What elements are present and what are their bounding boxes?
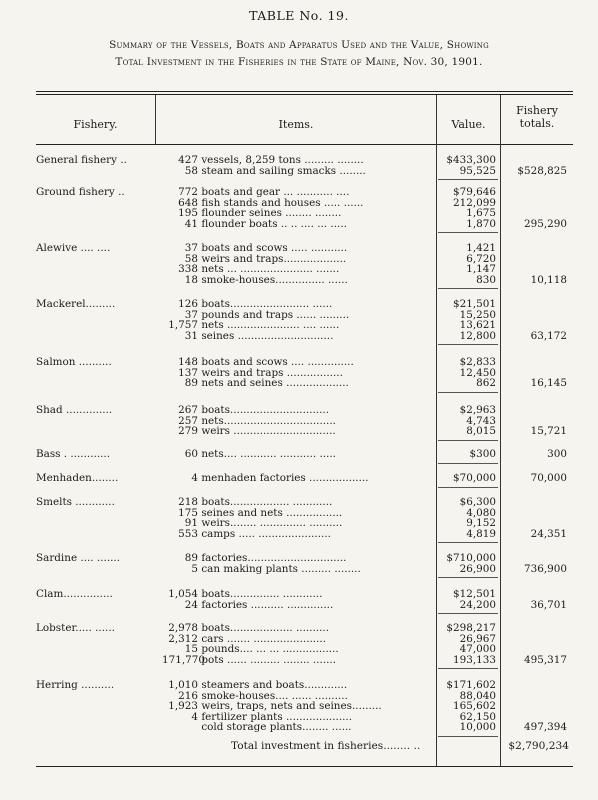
item-row: [162, 518, 432, 529]
fishery-total: 300: [547, 448, 567, 460]
item-row: [162, 426, 432, 437]
item-quantity: 37: [184, 309, 198, 321]
item-quantity: 2,978: [168, 623, 198, 634]
item-quantity: 60: [184, 449, 198, 460]
item-value: 12,450: [459, 366, 496, 379]
item-description: pots ...... ......... ........ .......: [201, 654, 337, 666]
item-value: 830: [476, 273, 496, 286]
item-quantity: 1,923: [168, 701, 198, 712]
item-row: [162, 655, 432, 666]
fishery-name: Alewive .... ....: [36, 243, 111, 254]
fishery-name: General fishery ..: [36, 155, 127, 166]
item-quantity: 37: [184, 243, 198, 254]
item-row: [162, 357, 432, 368]
item-value: $171,602: [446, 679, 496, 691]
fishery-name: Clam...............: [36, 589, 113, 600]
item-row: [162, 553, 432, 564]
header-value: Value.: [451, 118, 486, 131]
value-subtotal-rule: [438, 463, 498, 464]
item-description: pounds and traps ...... .........: [201, 309, 350, 321]
item-quantity: 1,010: [168, 680, 198, 691]
items-list: [162, 623, 432, 665]
item-description: camps ..... ......................: [201, 528, 331, 540]
values-list: [434, 473, 496, 484]
bottom-rule: [36, 766, 573, 767]
items-list: [162, 155, 432, 176]
item-value: 15,250: [459, 308, 496, 321]
value-subtotal-rule: [438, 232, 498, 233]
item-row: [162, 564, 432, 575]
item-row: [162, 243, 432, 254]
item-description: seines and nets .................: [201, 507, 343, 519]
items-list: [162, 449, 432, 460]
item-value: 862: [476, 377, 496, 390]
item-value: 165,602: [453, 700, 496, 713]
item-value: $2,963: [459, 404, 496, 416]
value-subtotal-rule: [438, 613, 498, 614]
items-list: [162, 405, 432, 437]
value-subtotal-rule: [438, 288, 498, 289]
values-list: [434, 299, 496, 341]
item-value: 4,080: [466, 506, 496, 519]
item-row: [162, 275, 432, 286]
fishery-total: 295,290: [524, 217, 567, 230]
item-description: boats and gear ... ........... ....: [201, 187, 350, 198]
item-quantity: 89: [184, 378, 198, 389]
item-value: 26,900: [459, 562, 496, 575]
items-list: [162, 473, 432, 484]
item-description: nets ...................... .... ......: [201, 320, 340, 331]
item-quantity: 41: [184, 218, 198, 230]
item-description: fish stands and houses ..... ......: [201, 197, 364, 209]
fishery-name: Mackerel.........: [36, 299, 116, 310]
fishery-total: 63,172: [530, 329, 567, 342]
item-row: [162, 310, 432, 321]
item-description: menhaden factories ..................: [201, 473, 369, 484]
item-row: [162, 198, 432, 209]
values-list: [434, 623, 496, 665]
item-value: $21,501: [453, 298, 496, 310]
item-row: [162, 680, 432, 691]
values-list: [434, 449, 496, 460]
item-description: weirs, traps, nets and seines.........: [201, 701, 382, 712]
item-row: [162, 497, 432, 508]
item-description: fertilizer plants ....................: [201, 711, 353, 723]
item-row: [162, 187, 432, 198]
item-description: smoke-houses.... ...... ..........: [201, 690, 348, 702]
item-value: 13,621: [459, 319, 496, 332]
item-row: [162, 634, 432, 645]
item-row: [162, 368, 432, 379]
item-value: 6,720: [466, 252, 496, 265]
item-description: factories .......... ..............: [201, 599, 334, 611]
item-quantity: 427: [178, 155, 198, 166]
item-quantity: 257: [178, 415, 198, 427]
item-description: flounder seines ........ ........: [201, 208, 342, 219]
item-row: [162, 254, 432, 265]
item-description: weirs and traps .................: [201, 367, 343, 379]
item-quantity: 15: [184, 644, 198, 655]
item-row: [162, 589, 432, 600]
value-subtotal-rule: [438, 487, 498, 488]
item-description: flounder boats .. .. .... ... .....: [201, 218, 347, 230]
value-subtotal-rule: [438, 668, 498, 669]
item-quantity: 1,757: [168, 320, 198, 331]
item-row: [162, 691, 432, 702]
item-value: $12,501: [453, 588, 496, 600]
grand-total-value: $2,790,234: [508, 740, 569, 752]
caption-line-1: Summary of the Vessels, Boats and Apparatus Used and the Value, Showing: [109, 39, 489, 51]
item-quantity: 148: [178, 357, 198, 368]
top-rule-second: [36, 94, 573, 95]
item-row: [162, 331, 432, 342]
fishery-total: 10,118: [530, 273, 567, 286]
item-value: $2,833: [459, 356, 496, 368]
item-quantity: 24: [184, 599, 198, 611]
item-row: [162, 208, 432, 219]
item-row: [162, 378, 432, 389]
fishery-name: Sardine .... .......: [36, 553, 121, 564]
value-subtotal-rule: [438, 344, 498, 345]
values-list: [434, 553, 496, 574]
item-row: [162, 155, 432, 166]
fishery-total: 497,394: [524, 721, 567, 734]
item-row: [162, 416, 432, 427]
item-description: nets and seines ...................: [201, 378, 349, 389]
item-description: factories..............................: [201, 553, 347, 564]
values-list: [434, 497, 496, 539]
item-description: nets..................................: [201, 415, 336, 427]
item-value: 88,040: [459, 689, 496, 702]
header-fishery: Fishery.: [73, 118, 118, 131]
items-list: [162, 553, 432, 574]
items-list: [162, 357, 432, 389]
item-quantity: 772: [178, 187, 198, 198]
item-value: $79,646: [453, 186, 496, 198]
item-row: [162, 722, 432, 733]
values-list: [434, 243, 496, 285]
item-row: [162, 405, 432, 416]
fishery-name: Shad ..............: [36, 405, 113, 416]
fishery-total: 15,721: [530, 425, 567, 438]
item-row: [162, 473, 432, 484]
item-quantity: 137: [178, 367, 198, 379]
item-quantity: 18: [184, 274, 198, 286]
item-description: boats.................. ............: [201, 497, 333, 508]
item-description: weirs and traps...................: [201, 253, 347, 265]
item-value: 1,147: [466, 263, 496, 276]
item-row: [162, 320, 432, 331]
item-description: cars ....... ......................: [201, 633, 327, 645]
item-value: $298,217: [446, 622, 496, 634]
values-list: [434, 405, 496, 437]
value-subtotal-rule: [438, 542, 498, 543]
caption-line-2: Total Investment in the Fisheries in the State of Maine, Nov. 30, 1901.: [115, 56, 483, 68]
item-quantity: 31: [184, 330, 198, 342]
item-row: [162, 529, 432, 540]
item-value: 62,150: [459, 710, 496, 723]
item-quantity: 58: [184, 253, 198, 265]
item-quantity: 4: [191, 711, 198, 723]
item-quantity: 218: [178, 497, 198, 508]
totals-column-divider: [500, 95, 501, 766]
item-value: 193,133: [453, 653, 496, 666]
fishery-total: 24,351: [530, 527, 567, 540]
item-description: boats............... ............: [201, 589, 323, 600]
header-items: Items.: [278, 118, 314, 131]
item-value: $710,000: [446, 552, 496, 564]
fishery-total: 736,900: [524, 562, 567, 575]
item-value: 8,015: [466, 425, 496, 438]
item-description: nets.... ........... ........... .....: [201, 449, 336, 460]
item-quantity: 279: [178, 426, 198, 437]
table-number: TABLE No. 19.: [249, 8, 349, 23]
item-quantity: 91: [184, 518, 198, 529]
item-quantity: 216: [178, 690, 198, 702]
item-value: 9,152: [466, 517, 496, 530]
header-rule: [36, 144, 573, 145]
item-quantity: 5: [191, 563, 198, 575]
item-quantity: 175: [178, 507, 198, 519]
values-list: [434, 589, 496, 610]
item-quantity: 89: [184, 553, 198, 564]
items-list: [162, 497, 432, 539]
item-description: boats and scows ..... ...........: [201, 243, 348, 254]
item-quantity: 171,770: [162, 654, 205, 666]
value-subtotal-rule: [438, 392, 498, 393]
item-description: can making plants ......... ........: [201, 563, 361, 575]
table-caption: [0, 37, 598, 71]
item-value: 26,967: [459, 632, 496, 645]
item-quantity: 2,312: [168, 633, 198, 645]
items-list: [162, 187, 432, 229]
item-value: 24,200: [459, 598, 496, 611]
item-quantity: 338: [178, 264, 198, 275]
item-value: 4,819: [466, 527, 496, 540]
item-value: 12,800: [459, 329, 496, 342]
fishery-name: Herring ..........: [36, 680, 115, 691]
fishery-name: Smelts ............: [36, 497, 115, 508]
item-row: [162, 219, 432, 230]
fishery-name: Lobster..... ......: [36, 623, 115, 634]
fishery-total: 70,000: [530, 472, 567, 484]
item-value: 4,743: [466, 414, 496, 427]
item-description: nets ... ...................... .......: [201, 264, 340, 275]
item-description: cold storage plants........ ......: [201, 722, 352, 733]
item-value: 1,675: [466, 207, 496, 220]
header-totals-line-2: totals.: [519, 117, 555, 130]
item-value: 212,099: [453, 196, 496, 209]
item-description: vessels, 8,259 tons ......... ........: [201, 155, 364, 166]
fishery-total: $528,825: [517, 164, 567, 177]
item-row: [162, 600, 432, 611]
item-quantity: 1,054: [168, 589, 198, 600]
fishery-name: Bass . ............: [36, 449, 111, 460]
item-value: $300: [469, 448, 496, 460]
items-list: [162, 299, 432, 341]
header-totals: [501, 104, 573, 130]
item-row: [162, 264, 432, 275]
item-value: 1,870: [466, 217, 496, 230]
fishery-name: Ground fishery ..: [36, 187, 125, 198]
item-value: 95,525: [459, 164, 496, 177]
item-value: $70,000: [453, 472, 496, 484]
fishery-total: 36,701: [530, 598, 567, 611]
item-row: [162, 299, 432, 310]
item-quantity: 126: [178, 299, 198, 310]
item-row: [162, 644, 432, 655]
item-value: $433,300: [446, 154, 496, 166]
values-list: [434, 155, 496, 176]
item-quantity: 648: [178, 197, 198, 209]
item-quantity: 195: [178, 208, 198, 219]
value-subtotal-rule: [438, 179, 498, 180]
value-subtotal-rule: [438, 440, 498, 441]
item-quantity: 58: [184, 165, 198, 177]
item-value: 47,000: [459, 643, 496, 656]
header-totals-line-1: Fishery: [516, 104, 558, 117]
item-description: boats................... ..........: [201, 623, 330, 634]
values-list: [434, 680, 496, 733]
item-description: steamers and boats.............: [201, 680, 348, 691]
value-subtotal-rule: [438, 736, 498, 737]
fishery-name: Salmon ..........: [36, 357, 112, 368]
item-row: [162, 701, 432, 712]
item-row: [162, 166, 432, 177]
item-value: 10,000: [459, 721, 496, 734]
items-list: [162, 680, 432, 733]
item-description: weirs ...............................: [201, 426, 336, 437]
fishery-name: Menhaden........: [36, 473, 119, 484]
values-list: [434, 357, 496, 389]
item-quantity: 4: [191, 473, 198, 484]
item-description: smoke-houses............... ......: [201, 274, 348, 286]
item-description: boats........................ ......: [201, 299, 333, 310]
item-description: pounds.... ... ... .................: [201, 644, 339, 655]
items-list: [162, 589, 432, 610]
item-description: weirs........ .............. ..........: [201, 518, 343, 529]
item-description: steam and sailing smacks ........: [201, 165, 366, 177]
item-description: boats..............................: [201, 405, 330, 416]
item-row: [162, 712, 432, 723]
item-row: [162, 508, 432, 519]
top-rule: [36, 91, 573, 92]
item-value: 1,421: [466, 242, 496, 254]
grand-total-label: Total investment in fisheries........ ..: [231, 740, 421, 752]
values-list: [434, 187, 496, 229]
items-list: [162, 243, 432, 285]
item-row: [162, 623, 432, 634]
item-description: boats and scows .... ..............: [201, 357, 354, 368]
item-description: seines .............................: [201, 330, 334, 342]
item-quantity: 267: [178, 405, 198, 416]
item-row: [162, 449, 432, 460]
item-quantity: 553: [178, 528, 198, 540]
fishery-total: 16,145: [530, 377, 567, 390]
fishery-total: 495,317: [524, 653, 567, 666]
item-value: $6,300: [459, 496, 496, 508]
value-subtotal-rule: [438, 577, 498, 578]
